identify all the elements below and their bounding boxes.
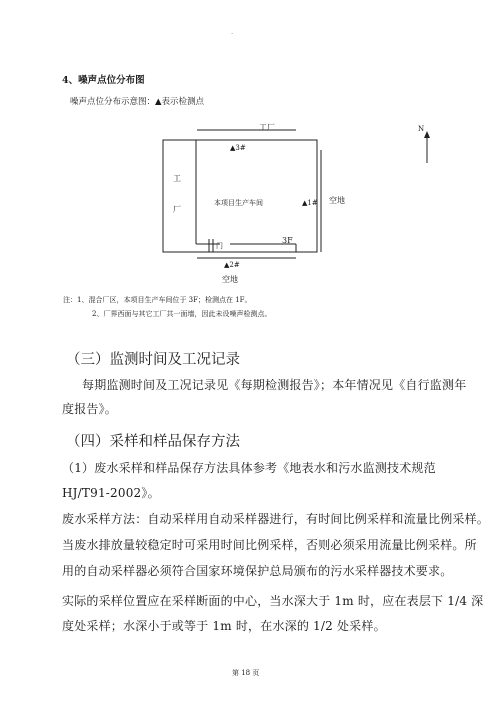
section-4-heading: 4、噪声点位分布图 bbox=[62, 75, 145, 86]
north-arrow-head bbox=[424, 131, 430, 138]
monitoring-line-2: 度报告》。 bbox=[62, 402, 118, 416]
sampling-line-5: 用的自动采样器必须符合国家环境保护总局颁布的污水采样器技术要求。 bbox=[62, 564, 453, 578]
floor-label: 3F bbox=[282, 236, 293, 245]
sampling-line-4: 当废水排放量较稳定时可采用时间比例采样，否则必须采用流量比例采样。所 bbox=[62, 538, 477, 552]
note-1: 注：1、混合厂区，本项目生产车间位于 3F；检测点在 1F。 bbox=[63, 296, 252, 304]
door-label: 门 bbox=[216, 242, 223, 250]
monitoring-line-1: 每期监测时间及工况记录见《每期检测报告》；本年情况见《自行监测年 bbox=[82, 378, 467, 392]
sampling-line-1: （1）废水采样和样品保存方法具体参考《地表水和污水监测技术规范 bbox=[62, 461, 436, 475]
left-factory-label-1: 工 bbox=[173, 174, 181, 183]
monitoring-heading: （三）监测时间及工况记录 bbox=[66, 352, 240, 368]
right-empty-label: 空地 bbox=[329, 196, 345, 205]
diagram-caption: 噪声点位分布示意图：▲表示检测点 bbox=[70, 97, 205, 107]
building-outline bbox=[163, 140, 317, 252]
building-label: 本项目生产车间 bbox=[214, 199, 263, 207]
sampling-heading: （四）采样和样品保存方法 bbox=[66, 434, 240, 450]
point-3-marker: ▲3# bbox=[230, 144, 246, 152]
sampling-line-2: HJ/T91-2002》。 bbox=[62, 486, 160, 500]
left-factory-label-2: 厂 bbox=[173, 205, 181, 214]
sampling-line-3: 废水采样方法：自动采样用自动采样器进行，有时间比例采样和流量比例采样。 bbox=[62, 512, 490, 526]
page-number: 第 18 页 bbox=[232, 669, 260, 677]
sampling-line-7: 度处采样；水深小于或等于 1m 时，在水深的 1/2 处采样。 bbox=[62, 619, 386, 633]
top-mark: · bbox=[231, 30, 234, 38]
noise-point-diagram bbox=[0, 0, 500, 330]
point-2-marker: ▲2# bbox=[224, 261, 240, 269]
top-factory-label: 工厂 bbox=[259, 123, 275, 132]
north-label: N bbox=[418, 125, 425, 133]
sampling-line-6: 实际的采样位置应在采样断面的中心，当水深大于 1m 时，应在表层下 1/4 深 bbox=[62, 594, 484, 608]
point-1-marker: ▲1# bbox=[302, 199, 318, 207]
note-2: 2、厂界西面与其它工厂共一面墙，因此未设噪声检测点。 bbox=[92, 310, 272, 318]
bottom-empty-label: 空地 bbox=[222, 275, 238, 284]
